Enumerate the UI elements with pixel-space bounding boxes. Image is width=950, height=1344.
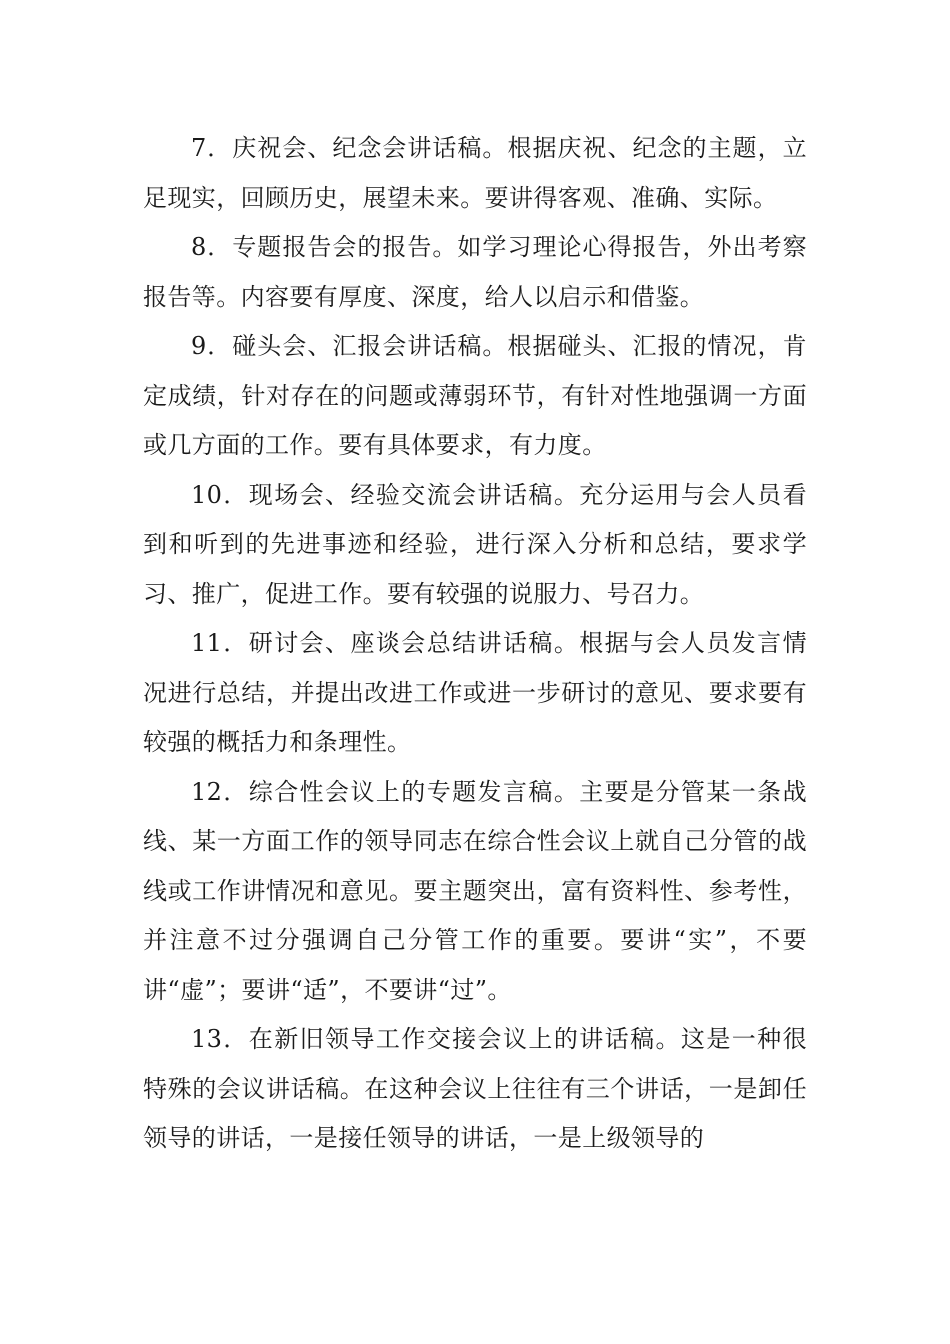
document-body: [143, 124, 807, 1164]
paragraph-12: 12．综合性会议上的专题发言稿。主要是分管某一条战线、某一方面工作的领导同志在综合性会议上就自己分管的战线或工作讲情况和意见。要主题突出，富有资料性、参考性，并注意不过分强调自己分管工作的重要。要讲“实”，不要讲“虚”；要讲“适”，不要讲“过”。: [143, 777, 807, 1004]
paragraph-7: 7．庆祝会、纪念会讲话稿。根据庆祝、纪念的主题，立足现实，回顾历史，展望未来。要讲得客观、准确、实际。: [143, 134, 807, 212]
paragraph-8: 8．专题报告会的报告。如学习理论心得报告，外出考察报告等。内容要有厚度、深度，给人以启示和借鉴。: [143, 233, 807, 311]
paragraph-11: 11．研讨会、座谈会总结讲话稿。根据与会人员发言情况进行总结，并提出改进工作或进一步研讨的意见、要求要有较强的概括力和条理性。: [143, 629, 807, 756]
paragraph-9: 9．碰头会、汇报会讲话稿。根据碰头、汇报的情况，肯定成绩，针对存在的问题或薄弱环节，有针对性地强调一方面或几方面的工作。要有具体要求，有力度。: [143, 332, 807, 459]
paragraph-10: 10．现场会、经验交流会讲话稿。充分运用与会人员看到和听到的先进事迹和经验，进行深入分析和总结，要求学习、推广，促进工作。要有较强的说服力、号召力。: [143, 480, 807, 608]
paragraph-13: 13．在新旧领导工作交接会议上的讲话稿。这是一种很特殊的会议讲话稿。在这种会议上往往有三个讲话，一是卸任领导的讲话，一是接任领导的讲话，一是上级领导的: [143, 1025, 807, 1152]
